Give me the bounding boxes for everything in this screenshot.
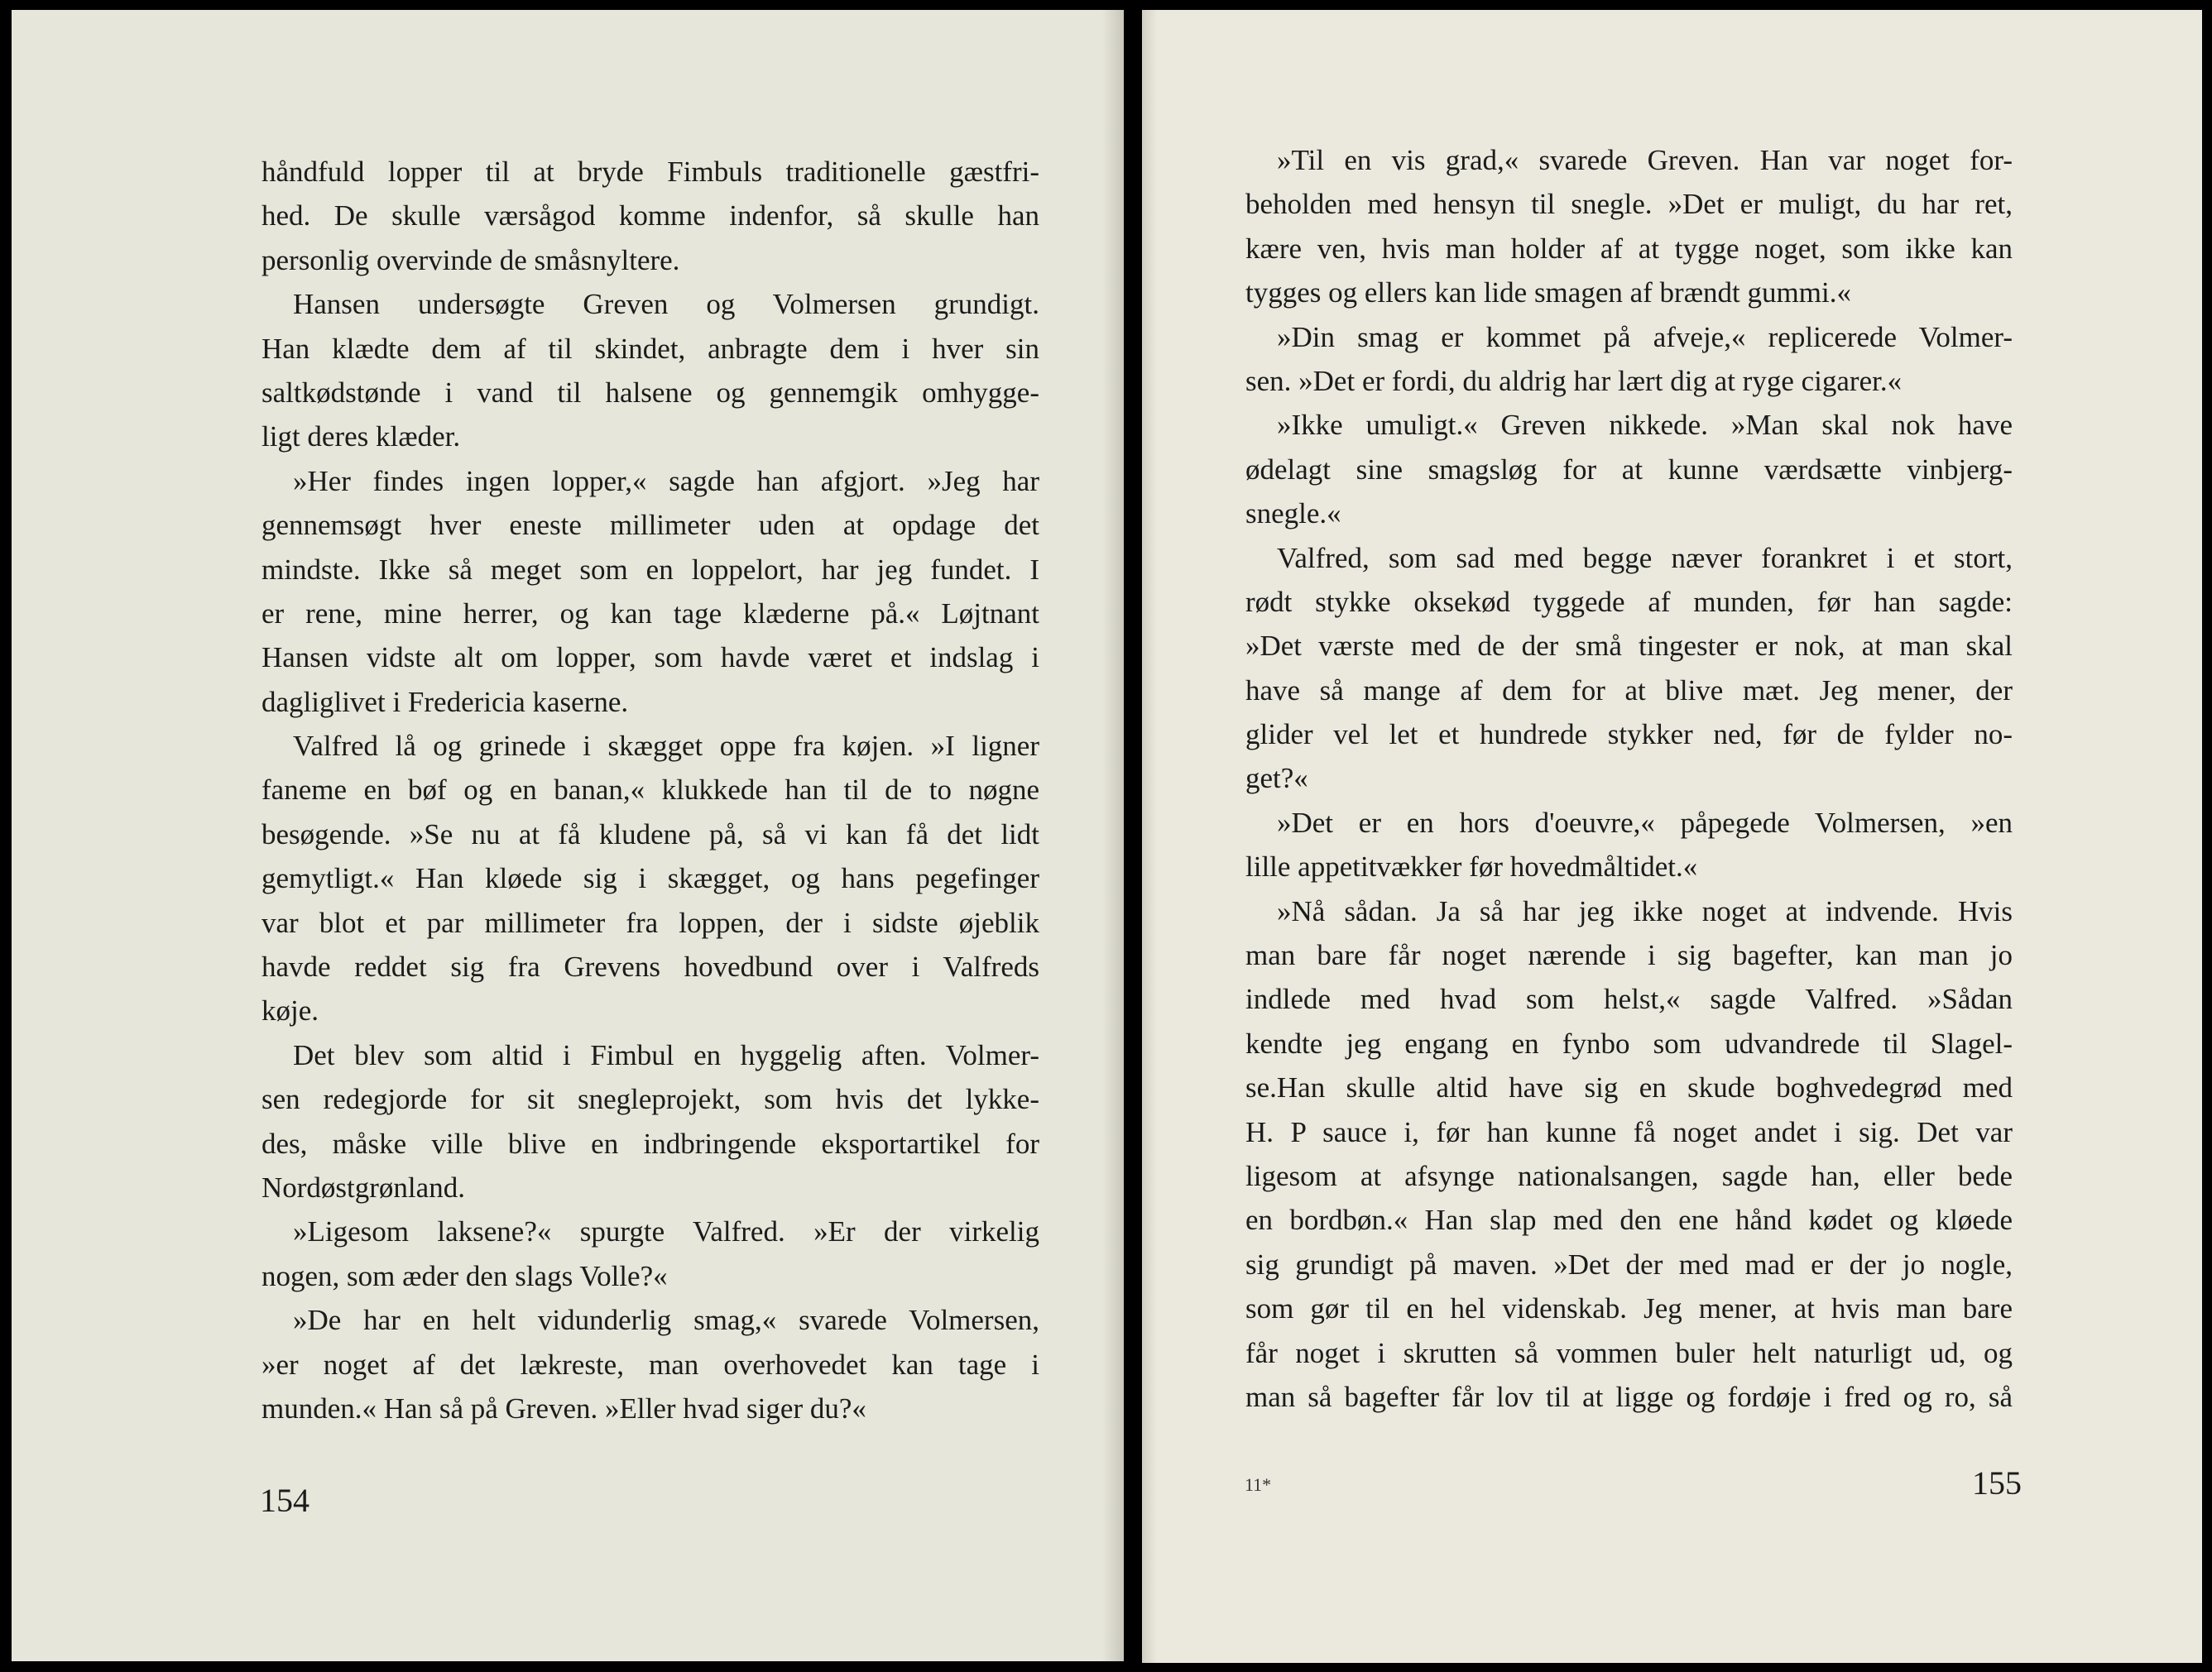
text-line: »De har en helt vidunderlig smag,« svarede Volmersen, [293, 1304, 1039, 1337]
text-line: tygges og ellers kan lide smagen af brændt gummi.« [1245, 276, 1851, 309]
text-line: som gør til en hel videnskab. Jeg mener, at hvis man bare [1245, 1292, 2013, 1325]
text-line: Han klædte dem af til skindet, anbragte dem i hver sin [262, 332, 1039, 365]
text-line: sen. »Det er fordi, du aldrig har lært dig at ryge cigarer.« [1245, 364, 1903, 397]
text-line: køje. [262, 994, 319, 1028]
text-line: »Her findes ingen lopper,« sagde han afgjort. »Jeg har [293, 464, 1039, 497]
right-page-text [1245, 138, 2013, 1419]
right-page [1142, 10, 2202, 1663]
gutter-shadow [1102, 10, 1124, 1661]
text-line: hed. De skulle værsågod komme indenfor, så skulle han [262, 199, 1039, 232]
text-line: besøgende. »Se nu at få kludene på, så vi kan få det lidt [262, 817, 1039, 850]
text-line: Nordøstgrønland. [262, 1171, 465, 1204]
text-line: ligesom at afsynge nationalsangen, sagde han, eller bede [1245, 1159, 2013, 1192]
text-line: håndfuld lopper til at bryde Fimbuls traditionelle gæstfri- [262, 156, 1039, 188]
text-line: »Ligesom laksene?« spurgte Valfred. »Er der virkelig [293, 1215, 1039, 1248]
text-line: man så bagefter får lov til at ligge og fordøje i fred og ro, så [1245, 1380, 2013, 1413]
text-line: mindste. Ikke så meget som en loppelort, har jeg fundet. I [262, 553, 1039, 586]
text-line: Valfred lå og grinede i skægget oppe fra køjen. »I ligner [293, 730, 1039, 763]
text-line: personlig overvinde de småsnyltere. [262, 243, 680, 276]
text-line: var blot et par millimeter fra loppen, der i sidste øjeblik [262, 906, 1039, 939]
text-line: sen redegjorde for sit snegleprojekt, som hvis det lykke- [262, 1083, 1039, 1116]
text-line: se.Han skulle altid have sig en skude boghvedegrød med [1245, 1071, 2013, 1104]
text-line: nogen, som æder den slags Volle?« [262, 1259, 668, 1292]
text-line: beholden med hensyn til snegle. »Det er muligt, du har ret, [1245, 188, 2013, 221]
text-line: »Til en vis grad,« svarede Greven. Han var noget for- [1277, 144, 2013, 176]
text-line: »Det er en hors d'oeuvre,« påpegede Volmersen, »en [1277, 806, 2013, 839]
text-line: gennemsøgt hver eneste millimeter uden at opdage det [262, 509, 1039, 542]
text-line: er rene, mine herrer, og kan tage klæderne på.« Løjtnant [262, 596, 1039, 630]
text-line: dagliglivet i Fredericia kaserne. [262, 685, 629, 718]
text-line: Det blev som altid i Fimbul en hyggelig aften. Volmer- [293, 1038, 1039, 1071]
gutter-shadow [1142, 10, 1157, 1663]
text-line: man bare får noget nærende i sig bagefter, kan man jo [1245, 939, 2013, 972]
text-line: ligt deres klæder. [262, 420, 461, 453]
text-line: glider vel let et hundrede stykker ned, før de fylder no- [1245, 718, 2013, 751]
text-line: Hansen undersøgte Greven og Volmersen grundigt. [293, 288, 1039, 321]
text-line: en bordbøn.« Han slap med den ene hånd kødet og kløede [1245, 1204, 2013, 1237]
text-line: snegle.« [1245, 497, 1341, 530]
text-line: faneme en bøf og en banan,« klukkede han til de to nøgne [262, 774, 1039, 807]
text-line: »Ikke umuligt.« Greven nikkede. »Man skal nok have [1277, 409, 2013, 442]
text-line: kendte jeg engang en fynbo som udvandrede til Slagel- [1245, 1027, 2013, 1060]
text-line: havde reddet sig fra Grevens hovedbund over i Valfreds [262, 951, 1039, 984]
text-line: Valfred, som sad med begge næver forankret i et stort, [1277, 541, 2013, 574]
page-number: 154 [260, 1482, 309, 1519]
text-line: får noget i skrutten så vommen buler helt naturligt ud, og [1245, 1336, 2013, 1369]
text-line: sig grundigt på maven. »Det der med mad er der jo nogle, [1245, 1248, 2013, 1281]
text-line: indlede med hvad som helst,« sagde Valfred. »Sådan [1245, 983, 2013, 1016]
text-line: rødt stykke oksekød tyggede af munden, før han sagde: [1245, 585, 2013, 618]
text-line: »Det værste med de der små tingester er nok, at man skal [1245, 630, 2013, 663]
text-line: kære ven, hvis man holder af at tygge noget, som ikke kan [1245, 232, 2013, 265]
text-line: »Nå sådan. Ja så har jeg ikke noget at indvende. Hvis [1277, 894, 2013, 927]
page-number: 155 [1972, 1464, 2022, 1502]
text-line: munden.« Han så på Greven. »Eller hvad siger du?« [262, 1392, 866, 1425]
text-line: saltkødstønde i vand til halsene og gennemgik omhygge- [262, 376, 1039, 409]
text-line: lille appetitvækker før hovedmåltidet.« [1245, 850, 1698, 884]
left-page-text [262, 150, 1039, 1430]
text-line: des, måske ville blive en indbringende eksportartikel for [262, 1127, 1039, 1160]
text-line: H. P sauce i, før han kunne få noget andet i sig. Det var [1245, 1115, 2013, 1148]
text-line: »er noget af det lækreste, man overhovedet kan tage i [262, 1348, 1039, 1381]
text-line: get?« [1245, 762, 1308, 795]
left-page [12, 10, 1124, 1661]
text-line: Hansen vidste alt om lopper, som havde været et indslag i [262, 641, 1039, 674]
text-line: have så mange af dem for at blive mæt. Jeg mener, der [1245, 673, 2013, 707]
text-line: »Din smag er kommet på afveje,« replicerede Volmer- [1277, 320, 2013, 353]
text-line: ødelagt sine smagsløg for at kunne værdsætte vinbjerg- [1245, 453, 2013, 486]
signature-mark: 11* [1245, 1474, 1272, 1495]
text-line: gemytligt.« Han kløede sig i skægget, og hans pegefinger [262, 862, 1039, 895]
